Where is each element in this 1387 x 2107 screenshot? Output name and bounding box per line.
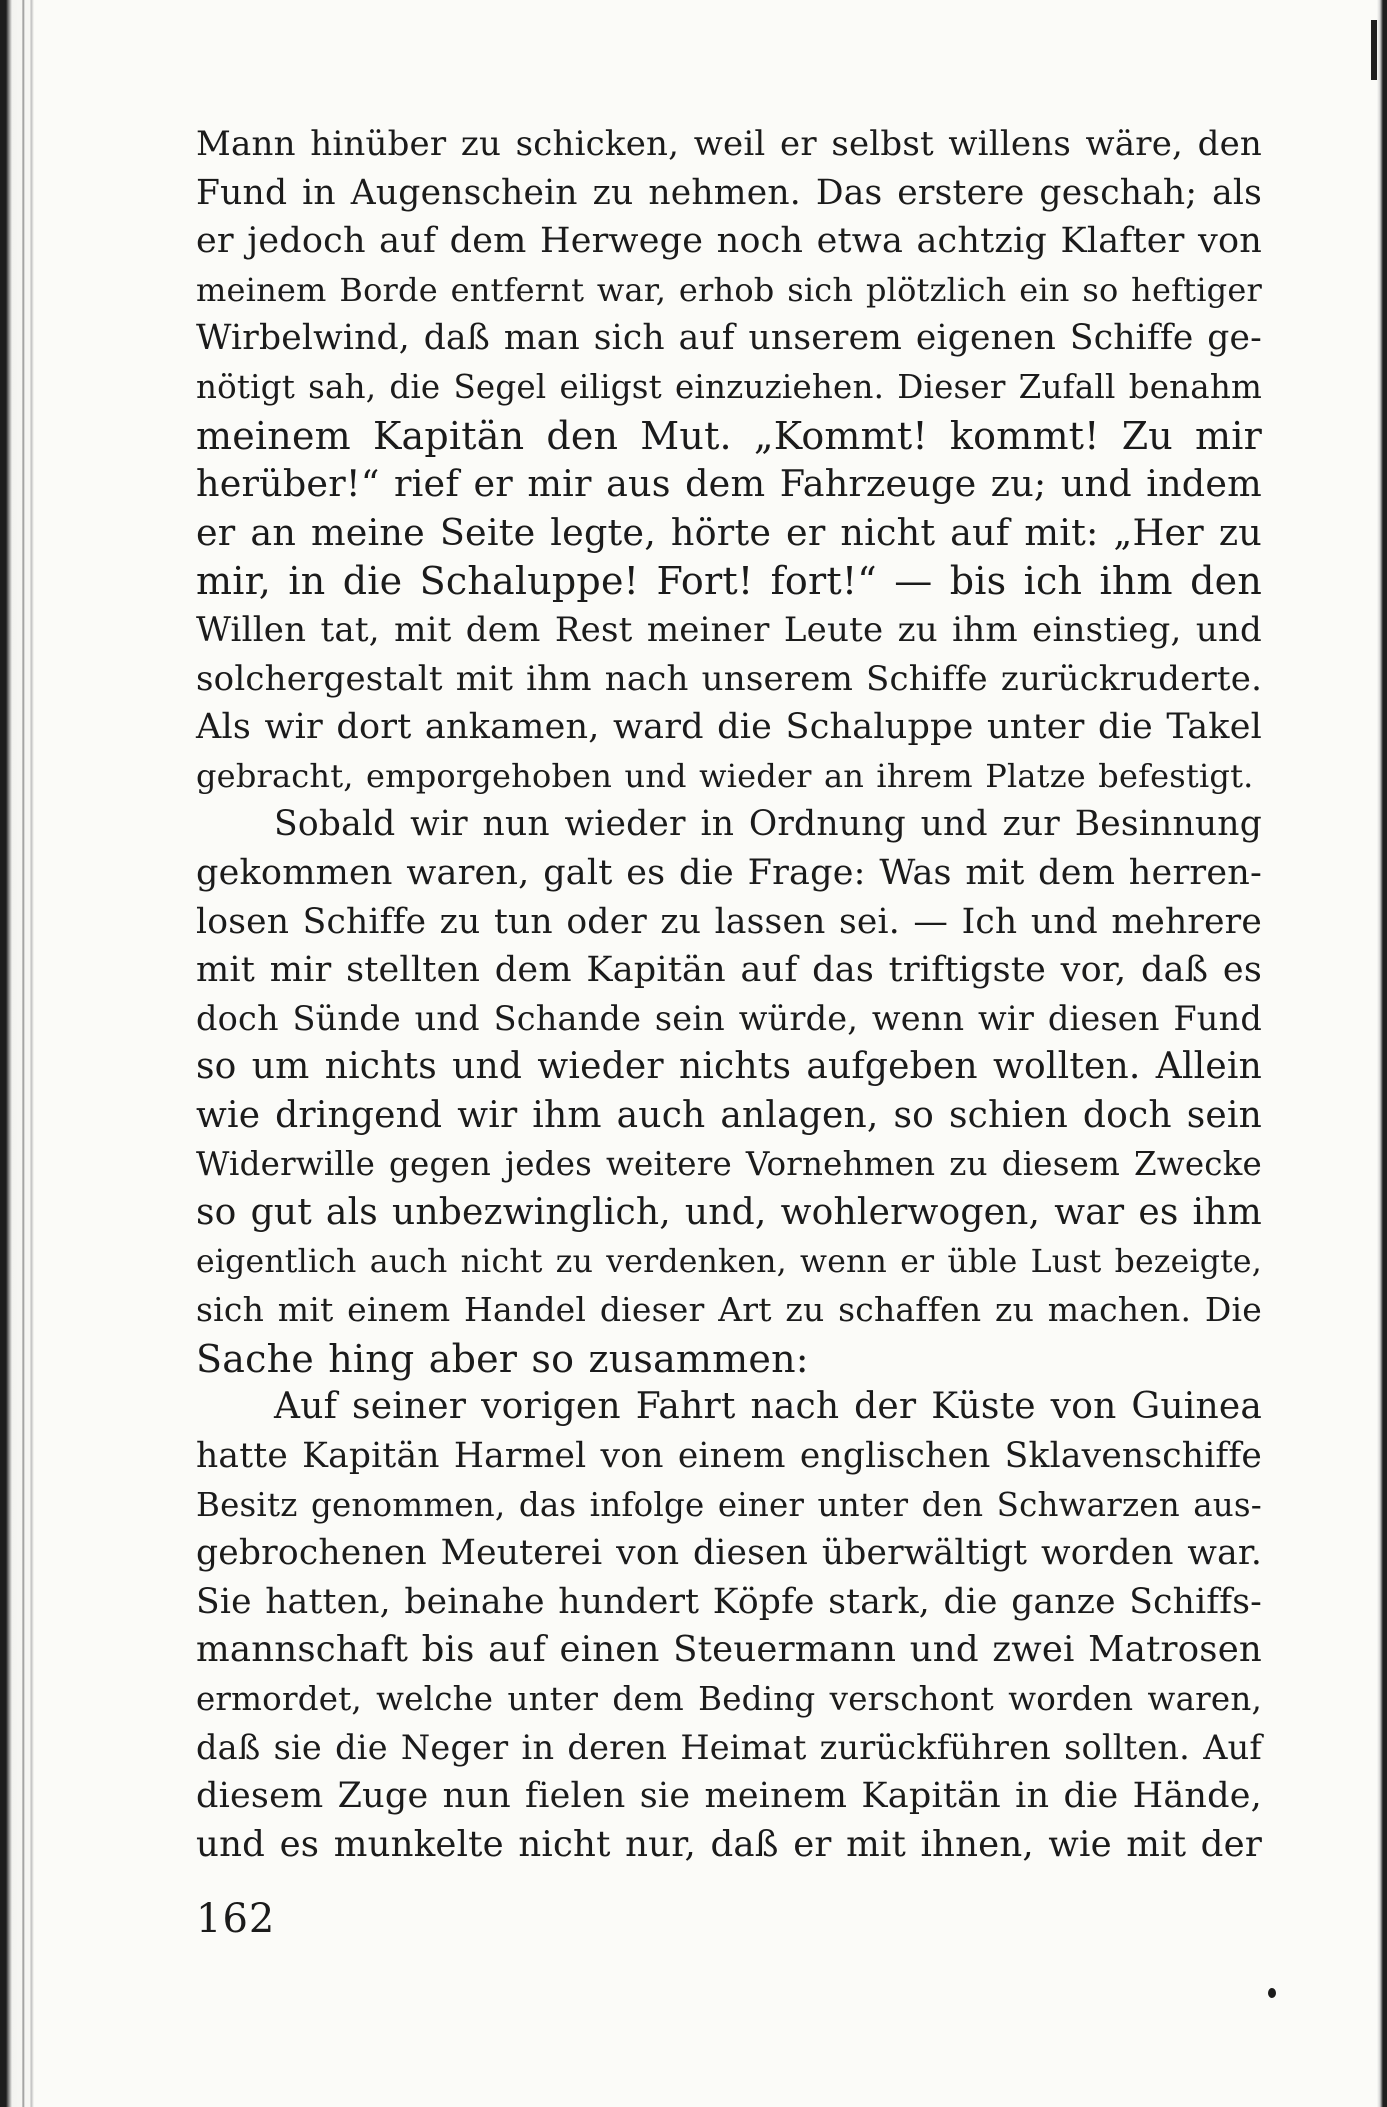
text-line: herüber!“ rief er mir aus dem Fahrzeuge zu; und indem [196,462,1262,506]
text-line: so um nichts und wieder nichts aufgeben wollten. Allein [196,1046,1262,1088]
text-line: Besitz genommen, das infolge einer unter den Schwarzen aus- [196,1485,1262,1524]
text-line: diesem Zuge nun fielen sie meinem Kapitän in die Hände, [196,1776,1262,1817]
text-line: Mann hinüber zu schicken, weil er selbst willens wäre, den [196,124,1262,164]
text-line: meinem Borde entfernt war, erhob sich plötzlich ein so heftiger [196,270,1262,309]
scan-speck [1268,1988,1276,1998]
text-line: wie dringend wir ihm auch anlagen, so schien doch sein [196,1094,1262,1136]
text-line: losen Schiffe zu tun oder zu lassen sei. — Ich und mehrere [196,901,1262,942]
text-line: gekommen waren, galt es die Frage: Was mit dem herren- [196,852,1262,893]
body-text [196,120,1262,1869]
paragraph-start-line: Auf seiner vorigen Fahrt nach der Küste von Guinea [274,1386,1262,1428]
paragraph-start-line: Sobald wir nun wieder in Ordnung und zur Besinnung [274,804,1262,845]
text-line: er an meine Seite legte, hörte er nicht auf mit: „Her zu [196,510,1262,554]
text-line: mir, in die Schaluppe! Fort! fort!“ — bis ich ihm den [196,559,1262,604]
text-line: Willen tat, mit dem Rest meiner Leute zu ihm einstieg, und [196,609,1262,650]
text-line: mit mir stellten dem Kapitän auf das triftigste vor, daß es [196,950,1262,991]
text-line: mannschaft bis auf einen Steuermann und zwei Matrosen [196,1629,1262,1671]
text-line: solchergestalt mit ihm nach unserem Schiffe zurückruderte. [196,658,1263,699]
text-line: nötigt sah, die Segel eiligst einzuziehen. Dieser Zufall benahm [196,367,1262,406]
text-line: Sie hatten, beinahe hundert Köpfe stark, die ganze Schiffs- [196,1581,1262,1622]
text-line: ermordet, welche unter dem Beding verschont worden waren, [196,1680,1262,1718]
text-line: er jedoch auf dem Herwege noch etwa achtzig Klafter von [196,221,1262,262]
text-line: Als wir dort ankamen, ward die Schaluppe unter die Takel [196,707,1262,748]
text-line: meinem Kapitän den Mut. „Kommt! kommt! Zu mir [196,413,1262,458]
text-line: gebracht, emporgehoben und wieder an ihrem Platze befestigt. [196,756,1254,795]
text-line: sich mit einem Handel dieser Art zu schaffen zu machen. Die [196,1290,1262,1330]
text-line: Wirbelwind, daß man sich auf unserem eigenen Schiffe ge- [196,318,1262,359]
text-line: Widerwille gegen jedes weitere Vornehmen zu diesem Zwecke [196,1145,1262,1184]
scan-right-edge [1377,0,1387,2107]
text-line: daß sie die Neger in deren Heimat zurückführen sollten. Auf [196,1727,1262,1767]
text-line: so gut als unbezwinglich, und, wohlerwogen, war es ihm [196,1192,1262,1234]
page-number: 162 [196,1896,276,1942]
scan-left-edge [0,0,34,2107]
text-line: Sache hing aber so zusammen: [196,1336,809,1381]
text-line: gebrochenen Meuterei von diesen überwältigt worden war. [196,1533,1262,1574]
text-line: hatte Kapitän Harmel von einem englischen Sklavenschiffe [196,1436,1262,1477]
scan-edge-mark [1371,20,1377,80]
text-line: Fund in Augenschein zu nehmen. Das erstere geschah; als [196,172,1262,213]
text-line: doch Sünde und Schande sein würde, wenn wir diesen Fund [196,998,1262,1038]
text-line: eigentlich auch nicht zu verdenken, wenn er üble Lust bezeigte, [196,1243,1262,1280]
text-line: und es munkelte nicht nur, daß er mit ihnen, wie mit der [196,1823,1262,1865]
